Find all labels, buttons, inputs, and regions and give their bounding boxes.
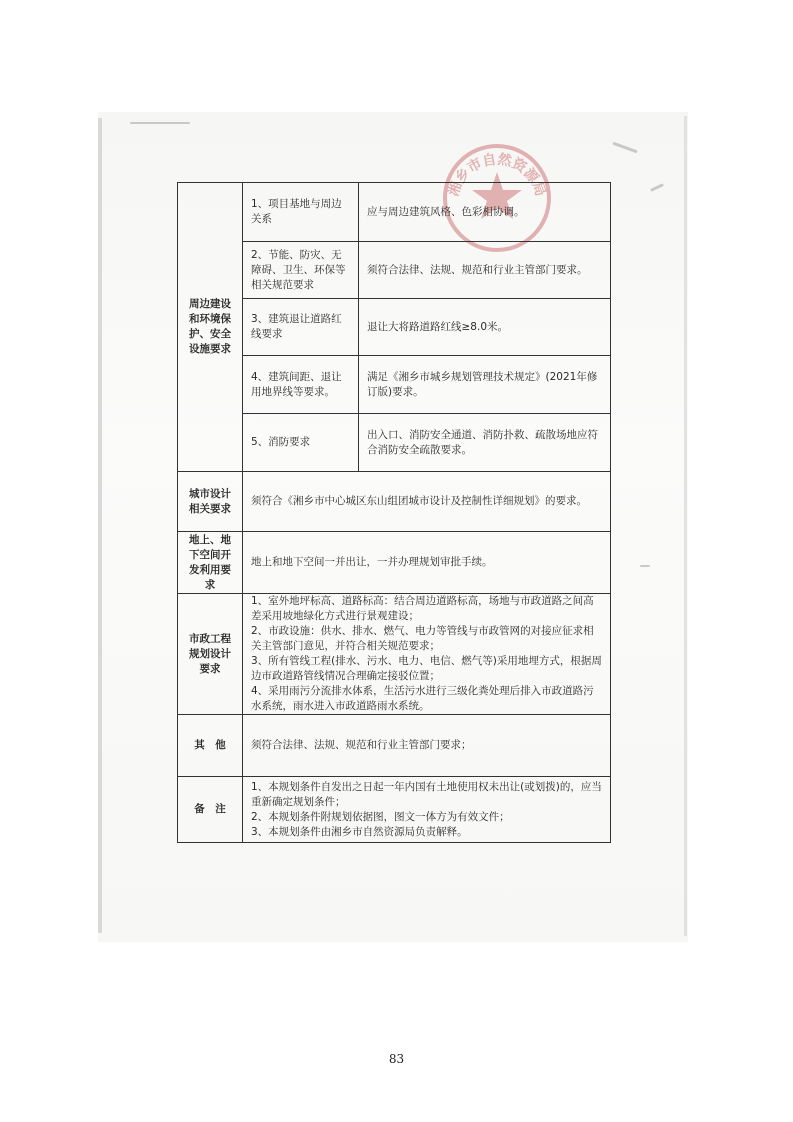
req-surroundings-relation: 应与周边建筑风格、色彩相协调。 <box>359 183 611 242</box>
seal-text: 湘乡市自然资源局 <box>445 151 549 199</box>
category-other: 其 他 <box>178 715 243 777</box>
content-municipal-engineering <box>243 594 611 715</box>
content-other: 须符合法律、法规、规范和行业主管部门要求； <box>243 715 611 777</box>
item-energy-safety: 2、节能、防灾、无障碍、卫生、环保等相关规范要求 <box>243 242 359 299</box>
item-fire-protection: 5、消防要求 <box>243 414 359 472</box>
content-underground-space: 地上和地下空间一并出让，一并办理规划审批手续。 <box>243 532 611 594</box>
category-notes: 备 注 <box>178 777 243 843</box>
scan-smudge <box>130 122 190 124</box>
req-fire-protection: 出入口、消防安全通道、消防扑救、疏散场地应符合消防安全疏散要求。 <box>359 414 611 472</box>
note-line: 3、本规划条件由湘乡市自然资源局负责解释。 <box>251 825 468 838</box>
municipal-line: 4、采用雨污分流排水体系，生活污水进行三级化粪处理后排入市政道路污水系统，雨水进入市政道路雨水系统。 <box>251 685 594 712</box>
req-road-setback: 退让大将路道路红线≥8.0米。 <box>359 299 611 356</box>
scan-edge <box>684 116 687 936</box>
page-number: 83 <box>388 1052 405 1066</box>
category-underground-space: 地上、地下空间开发利用要求 <box>178 532 243 594</box>
item-building-spacing: 4、建筑间距、退让用地界线等要求。 <box>243 356 359 414</box>
req-energy-safety: 须符合法律、法规、规范和行业主管部门要求。 <box>359 242 611 299</box>
municipal-line: 1、室外地坪标高、道路标高：结合周边道路标高，场地与市政道路之间高差采用坡地绿化方式进行景观建设； <box>251 595 594 622</box>
municipal-line: 3、所有管线工程(排水、污水、电力、电信、燃气等)采用地埋方式，根据周边市政道路管线情况合理确定接驳位置； <box>251 655 602 682</box>
category-surroundings: 周边建设和环境保护、安全设施要求 <box>178 183 243 472</box>
content-notes <box>243 777 611 843</box>
scan-smudge <box>640 565 650 567</box>
item-road-setback: 3、建筑退让道路红线要求 <box>243 299 359 356</box>
planning-conditions-table <box>177 182 611 843</box>
municipal-line: 2、市政设施：供水、排水、燃气、电力等管线与市政管网的对接应征求相关主管部门意见，并符合相关规范要求； <box>251 625 594 652</box>
note-line: 1、本规划条件自发出之日起一年内国有土地使用权未出让(或划拨)的，应当重新确定规划条件； <box>251 780 602 808</box>
note-line: 2、本规划条件附规划依据图，图文一体方为有效文件； <box>251 810 510 823</box>
category-urban-design: 城市设计相关要求 <box>178 472 243 532</box>
category-municipal-engineering: 市政工程规划设计要求 <box>178 594 243 715</box>
content-urban-design: 须符合《湘乡市中心城区东山组团城市设计及控制性详细规划》的要求。 <box>243 472 611 532</box>
scan-edge <box>98 118 102 933</box>
item-surroundings-relation: 1、项目基地与周边关系 <box>243 183 359 242</box>
req-building-spacing: 满足《湘乡市城乡规划管理技术规定》(2021年修订版)要求。 <box>359 356 611 414</box>
